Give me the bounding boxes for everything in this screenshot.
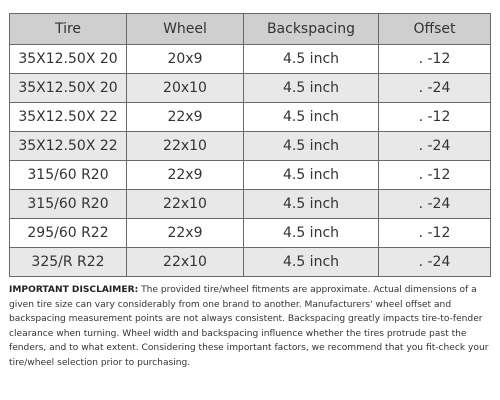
cell-tire: 315/60 R20 — [10, 161, 127, 190]
cell-offset: . -12 — [379, 103, 491, 132]
cell-tire: 35X12.50X 22 — [10, 103, 127, 132]
cell-tire: 35X12.50X 22 — [10, 132, 127, 161]
cell-wheel: 22x9 — [127, 161, 244, 190]
cell-wheel: 22x10 — [127, 190, 244, 219]
header-backspacing: Backspacing — [244, 14, 379, 45]
table-row — [10, 74, 491, 103]
disclaimer — [9, 283, 491, 370]
cell-tire: 295/60 R22 — [10, 219, 127, 248]
cell-wheel: 22x9 — [127, 219, 244, 248]
cell-backspacing: 4.5 inch — [244, 103, 379, 132]
header-wheel: Wheel — [127, 14, 244, 45]
cell-wheel: 22x10 — [127, 248, 244, 277]
disclaimer-text: The provided tire/wheel fitments are approximate. Actual dimensions of a given tire size can vary considerably from one brand to another. Manufacturers' wheel offset and backspacing measurement points are not always consistent. Backspacing greatly impacts tire-to-fender clearance when turning. Wheel width and backspacing influence whether the tires protrude past the fenders, and to what extent. Considering these important factors, we recommend that you fit-check your tire/wheel selection prior to purchasing. — [9, 285, 489, 368]
table-row — [10, 248, 491, 277]
cell-offset: . -12 — [379, 161, 491, 190]
cell-backspacing: 4.5 inch — [244, 74, 379, 103]
table-row — [10, 219, 491, 248]
cell-backspacing: 4.5 inch — [244, 219, 379, 248]
cell-offset: . -12 — [379, 219, 491, 248]
cell-offset: . -24 — [379, 248, 491, 277]
table-row — [10, 190, 491, 219]
cell-offset: . -12 — [379, 45, 491, 74]
cell-backspacing: 4.5 inch — [244, 45, 379, 74]
cell-backspacing: 4.5 inch — [244, 132, 379, 161]
cell-tire: 35X12.50X 20 — [10, 45, 127, 74]
cell-wheel: 22x10 — [127, 132, 244, 161]
cell-offset: . -24 — [379, 132, 491, 161]
cell-tire: 35X12.50X 20 — [10, 74, 127, 103]
cell-wheel: 20x10 — [127, 74, 244, 103]
header-row — [10, 14, 491, 45]
table-row — [10, 45, 491, 74]
cell-offset: . -24 — [379, 74, 491, 103]
table-row — [10, 132, 491, 161]
table-body — [10, 45, 491, 277]
cell-tire: 315/60 R20 — [10, 190, 127, 219]
disclaimer-heading: IMPORTANT DISCLAIMER: — [9, 285, 139, 295]
cell-offset: . -24 — [379, 190, 491, 219]
header-tire: Tire — [10, 14, 127, 45]
fitment-table — [9, 13, 491, 277]
table-row — [10, 161, 491, 190]
cell-wheel: 20x9 — [127, 45, 244, 74]
cell-backspacing: 4.5 inch — [244, 161, 379, 190]
cell-wheel: 22x9 — [127, 103, 244, 132]
cell-tire: 325/R R22 — [10, 248, 127, 277]
header-offset: Offset — [379, 14, 491, 45]
table-header — [10, 14, 491, 45]
table-row — [10, 103, 491, 132]
cell-backspacing: 4.5 inch — [244, 190, 379, 219]
cell-backspacing: 4.5 inch — [244, 248, 379, 277]
